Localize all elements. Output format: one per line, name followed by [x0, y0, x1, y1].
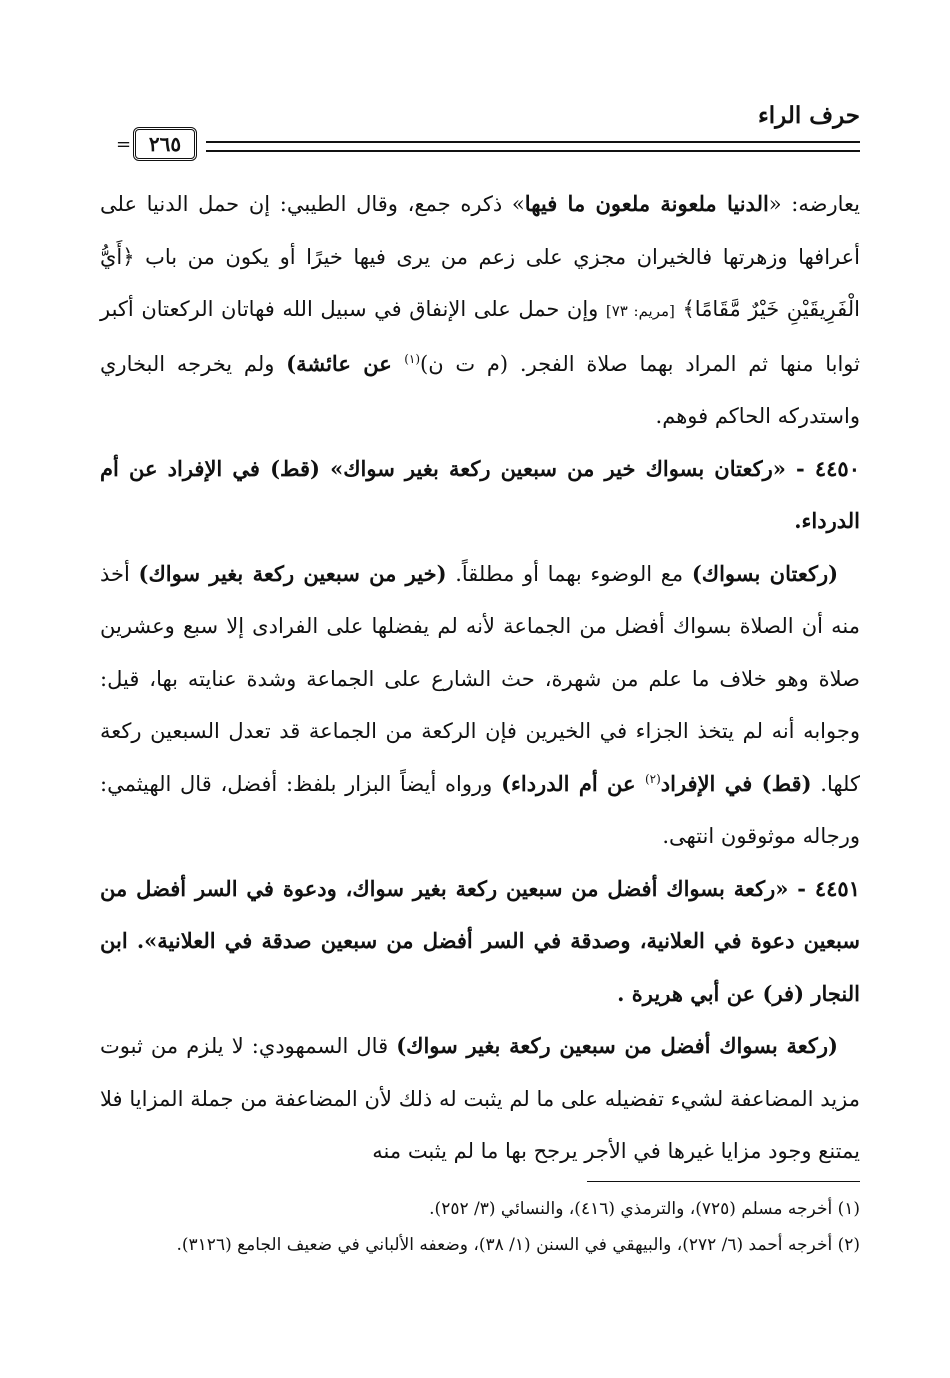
header-ornament: =	[116, 134, 132, 155]
paragraph-commentary-3: (ركعة بسواك أفضل من سبعين ركعة بغير سواك) قال السمهودي: لا يلزم من ثبوت مزيد المضاعفة لشيء تفضيله على ما لم يثبت له ذلك لأن المضاعفة من جملة المزايا فلا يمتنع وجود مزايا غيرها في الأجر يرجح بها ما لم يثبت منه	[100, 1033, 860, 1163]
footnote-1: (١) أخرجه مسلم (٧٢٥)، والترمذي (٤١٦)، والنسائي (٣/ ٢٥٢).	[429, 1199, 860, 1219]
main-text	[100, 178, 860, 1178]
footnotes	[100, 1191, 860, 1263]
footnote-2: (٢) أخرجه أحمد (٦/ ٢٧٢)، والبيهقي في السنن (١/ ٣٨)، وضعفه الألباني في ضعيف الجامع (٣١٢٦).	[176, 1235, 860, 1255]
hadith-4451: ٤٤٥١ - «ركعة بسواك أفضل من سبعين ركعة بغير سواك، ودعوة في السر أفضل من سبعين دعوة في العلانية، وصدقة في السر أفضل من سبعين صدقة في العلانية». ابن النجار (فر) عن أبي هريرة .	[100, 875, 860, 1006]
paragraph-commentary-2: (ركعتان بسواك) مع الوضوء بهما أو مطلقاً. (خير من سبعين ركعة بغير سواك) أخذ منه أن الصلاة بسواك أفضل من الجماعة لأنه لم يفضلها على الفرادى إلا سبع وعشرين صلاة وهو خلاف ما علم من شهرة، حث الشارع على الجماعة وشدة عنايته بها، قيل: وجوابه أنه لم يتخذ الجزاء في الخيرين فإن الركعة من الجماعة قد تعدل السبعين ركعة كلها. (قط) في الإفراد$^{(٢)}$ عن أم الدرداء) ورواه أيضاً البزار بلفظ: أفضل، قال الهيثمي: ورجاله موثوقون انتهى.	[100, 560, 860, 848]
footnote-separator	[587, 1181, 860, 1182]
quran-reference: [مريم: ٧٣]	[605, 302, 675, 320]
hadith-4450: ٤٤٥٠ - «ركعتان بسواك خير من سبعين ركعة بغير سواك» (قط) في الإفراد عن أم الدرداء.	[100, 455, 860, 533]
header-rule	[206, 141, 860, 152]
footnote-marker-2: (٢)	[644, 771, 661, 786]
page-number: ٢٦٥	[133, 127, 197, 161]
running-title: حرف الراء	[757, 102, 860, 129]
footnote-marker-1: (١)	[404, 351, 421, 366]
paragraph-commentary-1: يعارضه: «الدنيا ملعونة ملعون ما فيها» ذكره جمع، وقال الطيبي: إن حمل الدنيا على أعرافها وزهرتها فالخيران مجزي على زعم من يرى فيها خيرًا أو يكون من باب ﴿أَيُّ الْفَرِيقَيْنِ خَيْرٌ مَّقَامًا﴾ [مريم: ٧٣] وإن حمل على الإنفاق في سبيل الله فهاتان الركعتان أكبر ثوابا منها ثم المراد بهما صلاة الفجر. (م ت ن)$^{(١)}$ عن عائشة) ولم يخرجه البخاري واستدركه الحاكم فوهم.	[100, 191, 860, 428]
